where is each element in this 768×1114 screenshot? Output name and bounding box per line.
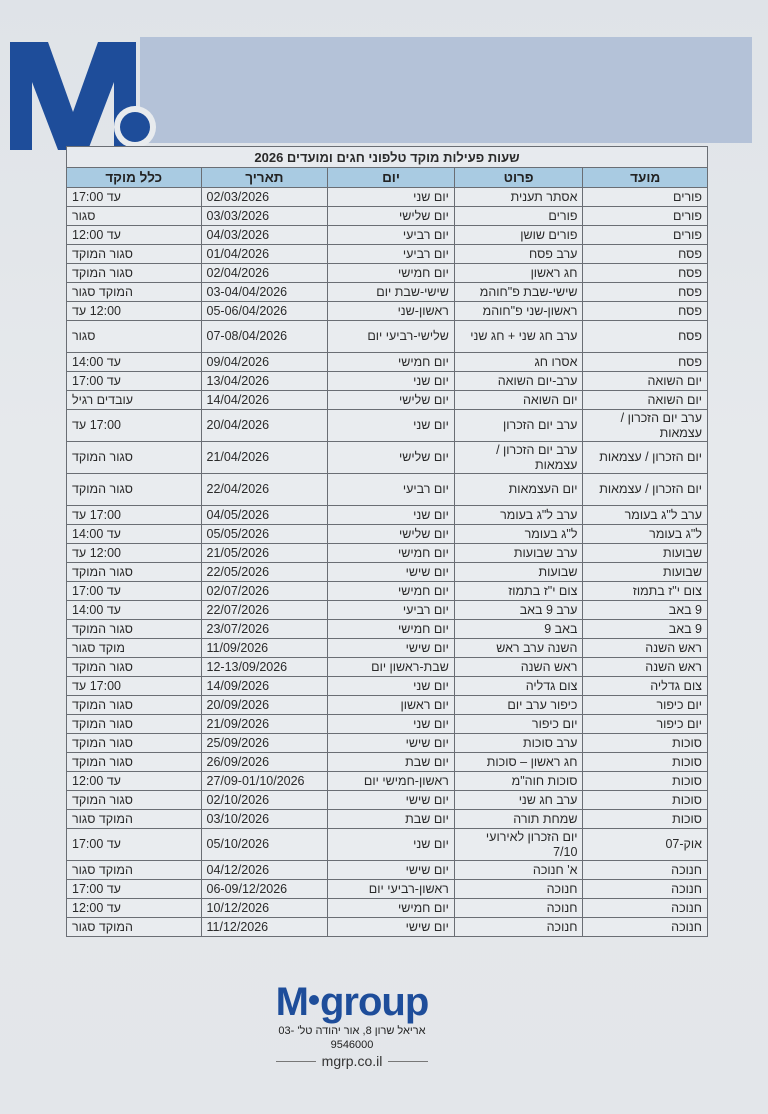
cell-status: עד 14:00 (67, 525, 202, 544)
cell-status: המוקד סגור (67, 918, 202, 937)
table-title: שעות פעילות מוקד טלפוני חגים ומועדים 2026 (67, 147, 708, 168)
cell-yom: יום שני (328, 715, 455, 734)
cell-moed: שבועות (583, 544, 708, 563)
table-row (67, 245, 708, 264)
cell-status: המוקד סגור (67, 810, 202, 829)
footer-brand-logo (262, 980, 442, 1024)
cell-status: עד 12:00 (67, 226, 202, 245)
cell-status: עד 14:00 (67, 601, 202, 620)
cell-moed: סוכות (583, 772, 708, 791)
cell-date: 06-09/12/2026 (201, 880, 328, 899)
table-title-row (67, 147, 708, 168)
table-row (67, 207, 708, 226)
cell-status: סגור המוקד (67, 264, 202, 283)
cell-prat: יום הזכרון לאירועי 7/10 (454, 829, 583, 861)
divider-line (276, 1061, 316, 1062)
table-row (67, 899, 708, 918)
table-row (67, 715, 708, 734)
cell-prat: שישי-שבת פ"חוהמ (454, 283, 583, 302)
cell-status: סגור המוקד (67, 620, 202, 639)
cell-status: עד 17:00 (67, 880, 202, 899)
cell-moed: פסח (583, 353, 708, 372)
cell-yom: יום רביעי (328, 601, 455, 620)
cell-yom: יום שני (328, 188, 455, 207)
cell-status: סגור המוקד (67, 696, 202, 715)
table-row (67, 226, 708, 245)
cell-status: סגור המוקד (67, 753, 202, 772)
table-row (67, 544, 708, 563)
logo-dot-icon (110, 102, 160, 152)
cell-yom: יום שלישי (328, 391, 455, 410)
cell-prat: ערב-יום השואה (454, 372, 583, 391)
cell-status: עד 17:00 (67, 829, 202, 861)
cell-prat: ערב יום הזכרון / עצמאות (454, 442, 583, 474)
cell-date: 23/07/2026 (201, 620, 328, 639)
cell-moed: ראש השנה (583, 658, 708, 677)
cell-yom: יום שבת (328, 753, 455, 772)
cell-moed: חנוכה (583, 918, 708, 937)
table-row (67, 563, 708, 582)
cell-date: 04/03/2026 (201, 226, 328, 245)
cell-prat: באב 9 (454, 620, 583, 639)
column-header-status: כלל מוקד (67, 168, 202, 188)
cell-date: 11/12/2026 (201, 918, 328, 937)
cell-prat: פורים שושן (454, 226, 583, 245)
cell-prat: ערב 9 באב (454, 601, 583, 620)
cell-status: סגור המוקד (67, 442, 202, 474)
cell-yom: יום שישי (328, 563, 455, 582)
table-row (67, 861, 708, 880)
cell-status: עד 14:00 (67, 353, 202, 372)
table-row (67, 506, 708, 525)
cell-moed: יום השואה (583, 372, 708, 391)
cell-prat: אסתר תענית (454, 188, 583, 207)
cell-yom: יום שני (328, 677, 455, 696)
table-row (67, 302, 708, 321)
cell-status: מוקד סגור (67, 639, 202, 658)
cell-moed: סוכות (583, 734, 708, 753)
cell-yom: שישי-שבת יום (328, 283, 455, 302)
cell-moed: יום הזכרון / עצמאות (583, 474, 708, 506)
cell-yom: ראשון-רביעי יום (328, 880, 455, 899)
footer-website: mgrp.co.il (321, 1053, 383, 1069)
cell-date: 22/07/2026 (201, 601, 328, 620)
cell-moed: חנוכה (583, 880, 708, 899)
table-row (67, 442, 708, 474)
cell-prat: ראש השנה (454, 658, 583, 677)
cell-date: 02/10/2026 (201, 791, 328, 810)
cell-moed: חנוכה (583, 899, 708, 918)
table-row (67, 525, 708, 544)
cell-moed: פורים (583, 226, 708, 245)
holiday-hours-table (66, 146, 708, 937)
table-row (67, 810, 708, 829)
cell-status: סגור המוקד (67, 474, 202, 506)
cell-prat: חנוכה (454, 918, 583, 937)
cell-moed: יום השואה (583, 391, 708, 410)
table-row (67, 753, 708, 772)
cell-prat: ל"ג בעומר (454, 525, 583, 544)
cell-date: 26/09/2026 (201, 753, 328, 772)
cell-yom: יום שלישי (328, 207, 455, 226)
cell-prat: ערב חג שני (454, 791, 583, 810)
cell-prat: השנה ערב ראש (454, 639, 583, 658)
table-row (67, 658, 708, 677)
table-row (67, 734, 708, 753)
cell-prat: שבועות (454, 563, 583, 582)
cell-yom: יום חמישי (328, 620, 455, 639)
cell-yom: יום שלישי (328, 525, 455, 544)
cell-moed: אוק-07 (583, 829, 708, 861)
cell-moed: פסח (583, 264, 708, 283)
table-row (67, 772, 708, 791)
cell-moed: פורים (583, 188, 708, 207)
cell-date: 02/03/2026 (201, 188, 328, 207)
brand-text: group (320, 980, 429, 1024)
brand-m: M (275, 980, 308, 1024)
cell-yom: יום ראשון (328, 696, 455, 715)
table-row (67, 410, 708, 442)
cell-yom: יום שלישי (328, 442, 455, 474)
cell-status: סגור המוקד (67, 715, 202, 734)
cell-date: 03/10/2026 (201, 810, 328, 829)
cell-moed: 9 באב (583, 620, 708, 639)
cell-yom: יום חמישי (328, 544, 455, 563)
cell-moed: סוכות (583, 791, 708, 810)
cell-moed: ערב יום הזכרון / עצמאות (583, 410, 708, 442)
cell-date: 09/04/2026 (201, 353, 328, 372)
cell-yom: יום שני (328, 829, 455, 861)
cell-moed: יום כיפור (583, 715, 708, 734)
table-row (67, 391, 708, 410)
cell-date: 25/09/2026 (201, 734, 328, 753)
table-row (67, 829, 708, 861)
cell-status: 17:00 עד (67, 506, 202, 525)
cell-date: 22/05/2026 (201, 563, 328, 582)
cell-yom: יום שישי (328, 861, 455, 880)
cell-yom: יום שישי (328, 734, 455, 753)
table-row (67, 677, 708, 696)
cell-date: 21/09/2026 (201, 715, 328, 734)
cell-date: 11/09/2026 (201, 639, 328, 658)
brand-dot-icon (309, 995, 319, 1005)
table-row (67, 918, 708, 937)
cell-status: 17:00 עד (67, 677, 202, 696)
table-row (67, 321, 708, 353)
cell-prat: יום השואה (454, 391, 583, 410)
column-header-prat: פרוט (454, 168, 583, 188)
cell-status: סגור המוקד (67, 563, 202, 582)
cell-date: 27/09-01/10/2026 (201, 772, 328, 791)
footer-address: אריאל שרון 8, אור יהודה טל' 03-9546000 (278, 1025, 426, 1051)
cell-prat: חנוכה (454, 899, 583, 918)
cell-date: 20/09/2026 (201, 696, 328, 715)
cell-date: 05/05/2026 (201, 525, 328, 544)
table-row (67, 639, 708, 658)
cell-date: 10/12/2026 (201, 899, 328, 918)
cell-prat: ערב פסח (454, 245, 583, 264)
cell-moed: פורים (583, 207, 708, 226)
cell-date: 21/05/2026 (201, 544, 328, 563)
footer-branding (262, 980, 442, 1069)
cell-prat: חנוכה (454, 880, 583, 899)
header-band (140, 37, 752, 143)
cell-yom: יום שני (328, 410, 455, 442)
cell-moed: צום י"ז בתמוז (583, 582, 708, 601)
cell-prat: יום כיפור (454, 715, 583, 734)
table-row (67, 283, 708, 302)
table-row (67, 880, 708, 899)
holiday-hours-table-container (66, 146, 708, 937)
cell-yom: שלישי-רביעי יום (328, 321, 455, 353)
cell-yom: יום רביעי (328, 226, 455, 245)
cell-moed: שבועות (583, 563, 708, 582)
cell-yom: יום רביעי (328, 474, 455, 506)
cell-yom: ראשון-חמישי יום (328, 772, 455, 791)
cell-yom: ראשון-שני (328, 302, 455, 321)
divider-line (388, 1061, 428, 1062)
footer-website-row (262, 1053, 442, 1069)
cell-date: 02/04/2026 (201, 264, 328, 283)
cell-prat: ראשון-שני פ"חוהמ (454, 302, 583, 321)
table-row (67, 791, 708, 810)
cell-moed: סוכות (583, 753, 708, 772)
cell-prat: אסרו חג (454, 353, 583, 372)
cell-status: 12:00 עד (67, 302, 202, 321)
cell-moed: פסח (583, 245, 708, 264)
cell-yom: יום שני (328, 372, 455, 391)
cell-prat: פורים (454, 207, 583, 226)
cell-prat: שמחת תורה (454, 810, 583, 829)
cell-yom: שבת-ראשון יום (328, 658, 455, 677)
cell-status: סגור המוקד (67, 791, 202, 810)
cell-moed: חנוכה (583, 861, 708, 880)
cell-prat: ערב חג שני + חג שני (454, 321, 583, 353)
cell-status: עד 12:00 (67, 772, 202, 791)
cell-status: סגור המוקד (67, 245, 202, 264)
cell-moed: ל"ג בעומר (583, 525, 708, 544)
cell-date: 14/09/2026 (201, 677, 328, 696)
table-row (67, 620, 708, 639)
cell-date: 03/03/2026 (201, 207, 328, 226)
cell-yom: יום שישי (328, 791, 455, 810)
cell-date: 03-04/04/2026 (201, 283, 328, 302)
cell-prat: חג ראשון – סוכות (454, 753, 583, 772)
table-row (67, 188, 708, 207)
table-row (67, 474, 708, 506)
table-row (67, 264, 708, 283)
cell-status: סגור (67, 207, 202, 226)
cell-status: סגור המוקד (67, 734, 202, 753)
cell-date: 20/04/2026 (201, 410, 328, 442)
cell-yom: יום חמישי (328, 582, 455, 601)
column-header-moed: מועד (583, 168, 708, 188)
table-row (67, 696, 708, 715)
cell-yom: יום חמישי (328, 353, 455, 372)
cell-status: המוקד סגור (67, 861, 202, 880)
cell-status: 12:00 עד (67, 544, 202, 563)
cell-status: עד 17:00 (67, 372, 202, 391)
cell-status: סגור (67, 321, 202, 353)
table-row (67, 372, 708, 391)
cell-moed: סוכות (583, 810, 708, 829)
cell-prat: א' חנוכה (454, 861, 583, 880)
cell-prat: סוכות חוה"מ (454, 772, 583, 791)
table-row (67, 582, 708, 601)
cell-yom: יום רביעי (328, 245, 455, 264)
cell-prat: ערב יום הזכרון (454, 410, 583, 442)
cell-date: 22/04/2026 (201, 474, 328, 506)
cell-yom: יום חמישי (328, 899, 455, 918)
cell-prat: כיפור ערב יום (454, 696, 583, 715)
cell-moed: 9 באב (583, 601, 708, 620)
cell-moed: ערב ל"ג בעומר (583, 506, 708, 525)
table-row (67, 601, 708, 620)
cell-yom: יום שני (328, 506, 455, 525)
table-body (67, 188, 708, 937)
cell-date: 07-08/04/2026 (201, 321, 328, 353)
table-header-row (67, 168, 708, 188)
cell-moed: יום כיפור (583, 696, 708, 715)
cell-prat: ערב סוכות (454, 734, 583, 753)
cell-prat: ערב ל"ג בעומר (454, 506, 583, 525)
cell-moed: פסח (583, 321, 708, 353)
cell-status: המוקד סגור (67, 283, 202, 302)
cell-status: עובדים רגיל (67, 391, 202, 410)
cell-date: 21/04/2026 (201, 442, 328, 474)
table-row (67, 353, 708, 372)
cell-date: 13/04/2026 (201, 372, 328, 391)
cell-status: עד 17:00 (67, 582, 202, 601)
cell-prat: ערב שבועות (454, 544, 583, 563)
column-header-yom: יום (328, 168, 455, 188)
cell-date: 01/04/2026 (201, 245, 328, 264)
cell-moed: פסח (583, 283, 708, 302)
cell-prat: יום העצמאות (454, 474, 583, 506)
cell-moed: צום גדליה (583, 677, 708, 696)
cell-status: עד 12:00 (67, 899, 202, 918)
cell-yom: יום חמישי (328, 264, 455, 283)
cell-date: 04/05/2026 (201, 506, 328, 525)
cell-date: 12-13/09/2026 (201, 658, 328, 677)
cell-moed: יום הזכרון / עצמאות (583, 442, 708, 474)
cell-yom: יום שישי (328, 639, 455, 658)
cell-date: 05/10/2026 (201, 829, 328, 861)
cell-date: 05-06/04/2026 (201, 302, 328, 321)
cell-status: עד 17:00 (67, 188, 202, 207)
cell-status: 17:00 עד (67, 410, 202, 442)
column-header-date: תאריך (201, 168, 328, 188)
cell-status: סגור המוקד (67, 658, 202, 677)
cell-moed: פסח (583, 302, 708, 321)
cell-date: 04/12/2026 (201, 861, 328, 880)
cell-date: 02/07/2026 (201, 582, 328, 601)
cell-moed: ראש השנה (583, 639, 708, 658)
cell-prat: חג ראשון (454, 264, 583, 283)
cell-prat: צום גדליה (454, 677, 583, 696)
cell-yom: יום שבת (328, 810, 455, 829)
cell-prat: צום י"ז בתמוז (454, 582, 583, 601)
cell-yom: יום שישי (328, 918, 455, 937)
cell-date: 14/04/2026 (201, 391, 328, 410)
